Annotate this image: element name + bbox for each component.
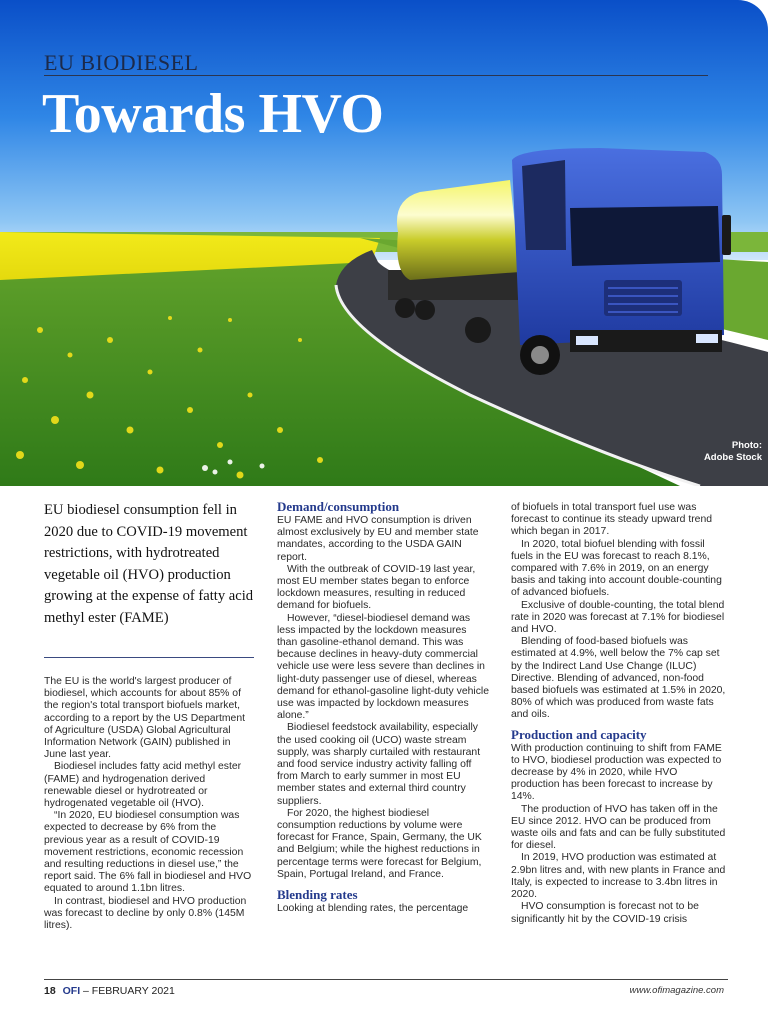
paragraph: HVO consumption is forecast not to be significantly hit by the COVID-19 crisis <box>511 901 699 925</box>
standfirst-rule <box>44 657 254 658</box>
paragraph: EU FAME and HVO consumption is driven almost exclusively by EU and member state mandates, according to the USDA GAIN report. <box>277 515 479 563</box>
paragraph: Biodiesel includes fatty acid methyl ester (FAME) and hydrogenation derived renewable diesel or hydrotreated or hydrogenated vegetable oil (HVO). <box>44 761 242 810</box>
column-1 <box>44 676 252 932</box>
subhead-blending-rates: Blending rates <box>277 887 358 903</box>
paragraph: “In 2020, EU biodiesel consumption was expected to decrease by 6% from the previous year as a result of COVID-19 movement restrictions, economic recession and resulting reductions in diesel use,” the report said. The 6% fall in biodiesel and HVO equated to around 1.1bn litres. <box>44 810 252 895</box>
section-kicker: EU BIODIESEL <box>44 50 199 75</box>
paragraph: For 2020, the highest biodiesel consumption reductions by volume were forecast for France, Spain, Germany, the UK and Belgium; while the highest reductions in percentage terms were forecast for Belgium, Spain, Portugal Ireland, and France. <box>277 807 482 880</box>
headline: Towards HVO <box>42 83 384 145</box>
paragraph: Blending of food-based biofuels was estimated at 4.9%, well below the 7% cap set by the Indirect Land Use Change (ILUC) Directive. Blending of advanced, non-food based biofuels was estimated at 1.5% in 2020, 80% of which was produced from waste fats and oils. <box>511 636 726 721</box>
paragraph: In 2020, total biofuel blending with fossil fuels in the EU was forecast to reach 8.1%, compared with 7.6% in 2019, on an energy basis and taking into account double-counting of advanced biofuels. <box>511 538 722 599</box>
photo-credit-source: Adobe Stock <box>703 452 762 463</box>
kicker-rule <box>44 75 708 76</box>
paragraph: In contrast, biodiesel and HVO production was forecast to decline by only 0.8% (145M litres). <box>44 895 247 932</box>
paragraph: Looking at blending rates, the percentage <box>277 903 469 915</box>
subhead-production-capacity: Production and capacity <box>511 726 647 742</box>
column-2 <box>277 500 489 915</box>
paragraph: With production continuing to shift from FAME to HVO, biodiesel production was expected to decrease by 4% in 2020, while HVO production has been forecast to increase by 14%. <box>511 742 722 803</box>
paragraph: of biofuels in total transport fuel use was forecast to continue its steady upward trend which began in 2017. <box>511 502 712 538</box>
paragraph: The production of HVO has taken off in the EU since 2012. HVO can be produced from waste oils and fats and can be fully substituted for diesel. <box>511 803 726 852</box>
paragraph: The EU is the world's largest producer of biodiesel, which accounts for about 85% of the region's total transport biofuels market, according to a report by the US Department of Agriculture (USDA) Global Agricultural Information Network (GAIN) published in June last year. <box>44 676 245 761</box>
truck-cab <box>512 148 731 375</box>
photo-credit <box>704 440 762 464</box>
column-3 <box>511 502 726 926</box>
paragraph: Biodiesel feedstock availability, especially the used cooking oil (UCO) waste stream supply, was sharply curtailed with restaurant and food service industry activity falling off from March to early summer in most EU member states and external third country suppliers. <box>277 722 481 807</box>
magazine-name: OFI <box>62 985 81 997</box>
website-link[interactable]: www.ofimagazine.com <box>629 985 724 996</box>
paragraph: In 2019, HVO production was estimated at 2.9bn litres and, with new plants in France and Italy, is expected to increase to 3.4bn litres in 2020. <box>511 852 726 901</box>
paragraph: However, “diesel-biodiesel demand was less impacted by the lockdown measures than gasoline-ethanol demand. This was because declines in heavy-duty commercial vehicle use were less severe than declines in light-duty passenger use of diesel, whereas demand for ethanol-gasoline light-duty vehicle use was impacted by lockdown measures alone.” <box>277 612 489 722</box>
footer-rule <box>44 979 728 980</box>
standfirst: EU biodiesel consumption fell in 2020 due to COVID-19 movement restrictions, with hydrotreated vegetable oil (HVO) production growing at the expense of fatty acid methyl ester (FAME) <box>44 502 254 626</box>
paragraph: Exclusive of double-counting, the total blend rate in 2020 was forecast at 7.1% for biodiesel and HVO. <box>511 599 725 636</box>
paragraph: With the outbreak of COVID-19 last year, most EU member states began to enforce lockdown measures, resulting in reduced demand for biofuels. <box>277 563 476 612</box>
issue-date: – FEBRUARY 2021 <box>83 985 175 997</box>
photo-credit-label: Photo: <box>731 440 762 451</box>
subhead-demand-consumption: Demand/consumption <box>277 499 400 514</box>
page-number: 18 <box>44 985 56 997</box>
footer-folio <box>44 985 175 997</box>
hero-photo <box>0 0 768 486</box>
